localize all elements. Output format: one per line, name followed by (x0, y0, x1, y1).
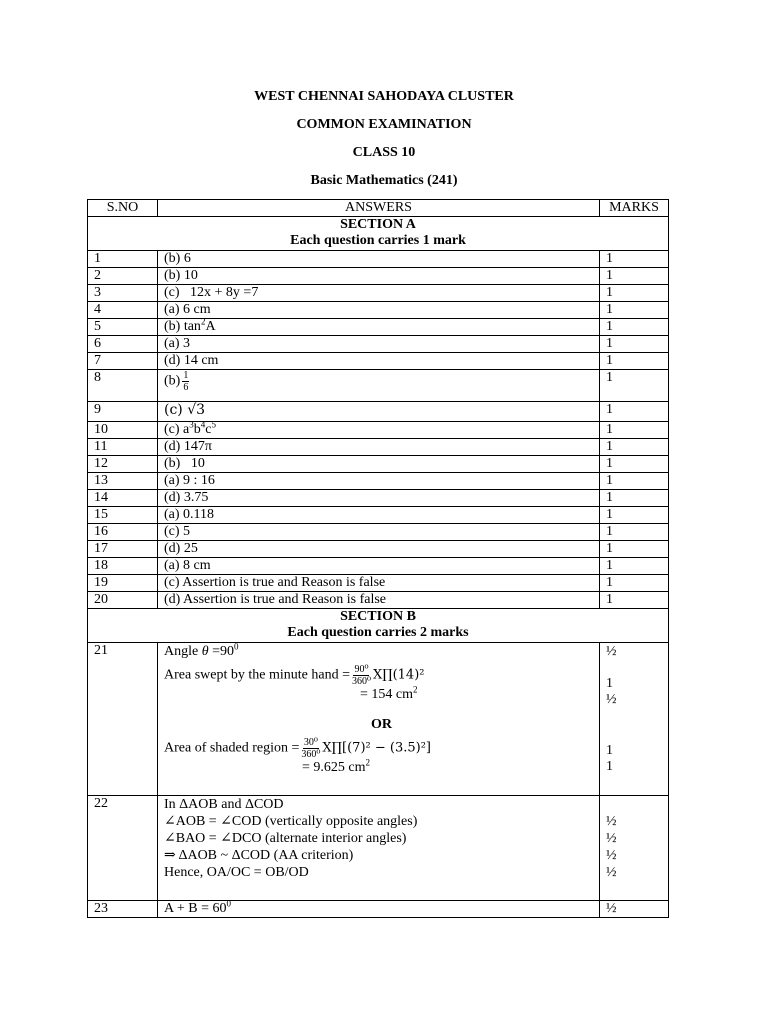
mark-value: 1 (606, 676, 613, 691)
marks-cell: 1 (600, 251, 669, 268)
table-row (88, 336, 669, 353)
mark-value: ½ (606, 831, 617, 846)
mark-value: 1 (606, 759, 613, 774)
table-header-row (88, 200, 669, 217)
sno-cell: 5 (88, 319, 158, 336)
answer-text: Area swept by the minute hand = (164, 667, 350, 683)
section-a-header (88, 217, 669, 251)
table-row (88, 558, 669, 575)
marks-cell: ½ (600, 901, 669, 918)
answer-text: = 154 cm (360, 687, 413, 702)
answer-cell (158, 643, 600, 796)
col-header-marks: MARKS (600, 200, 669, 217)
table-row (88, 490, 669, 507)
proof-line: ∠AOB = ∠COD (vertically opposite angles) (164, 814, 418, 829)
table-row (88, 422, 669, 439)
answer-cell: (a) 6 cm (158, 302, 600, 319)
sno-cell: 15 (88, 507, 158, 524)
sno-cell: 18 (88, 558, 158, 575)
q21-line-angle (164, 641, 599, 660)
marks-cell: 1 (600, 592, 669, 609)
q21-line-shaded (164, 737, 599, 760)
table-row (88, 592, 669, 609)
sno-cell: 12 (88, 456, 158, 473)
fraction (301, 737, 320, 760)
table-row (88, 402, 669, 422)
marks-cell: 1 (600, 524, 669, 541)
answer-text: = 9.625 cm (302, 760, 366, 775)
answer-cell: (a) 0.118 (158, 507, 600, 524)
answer-text: A + B = 60 (164, 901, 227, 916)
superscript: 4 (200, 419, 206, 430)
table-row (88, 507, 669, 524)
sno-cell: 7 (88, 353, 158, 370)
table-row (88, 456, 669, 473)
sno-cell: 4 (88, 302, 158, 319)
fraction-numerator: 1 (183, 370, 189, 381)
answer-cell: (a) 9 : 16 (158, 473, 600, 490)
sno-cell: 9 (88, 402, 158, 422)
table-row (88, 268, 669, 285)
sno-cell: 1 (88, 251, 158, 268)
answer-table (87, 199, 669, 918)
fraction (182, 370, 189, 393)
marks-cell: 1 (600, 370, 669, 402)
marks-cell: 1 (600, 422, 669, 439)
marks-cell: 1 (600, 285, 669, 302)
sno-cell: 2 (88, 268, 158, 285)
table-row-q21 (88, 643, 669, 796)
answer-cell: (b) 10 (158, 268, 600, 285)
marks-cell: 1 (600, 541, 669, 558)
mark-value: 1 (606, 743, 613, 758)
sno-cell: 16 (88, 524, 158, 541)
marks-cell: 1 (600, 456, 669, 473)
marks-cell: 1 (600, 268, 669, 285)
answer-cell: (c) Assertion is true and Reason is false (158, 575, 600, 592)
superscript: 2 (200, 316, 206, 327)
superscript: 2 (413, 684, 418, 695)
sno-cell: 20 (88, 592, 158, 609)
answer-cell (158, 419, 600, 439)
fraction-denominator: 360⁰ (351, 676, 371, 687)
mark-value: ½ (606, 848, 617, 863)
answer-cell: (c) 5 (158, 524, 600, 541)
table-row (88, 370, 669, 402)
theta-symbol: θ (201, 644, 209, 659)
table-row (88, 302, 669, 319)
table-row (88, 353, 669, 370)
answer-text: b (193, 422, 201, 437)
sno-cell: 23 (88, 901, 158, 918)
sno-cell: 3 (88, 285, 158, 302)
answer-cell (158, 370, 600, 402)
table-row (88, 251, 669, 268)
marks-cell: 1 (600, 558, 669, 575)
q21-line-result (164, 684, 599, 703)
answer-cell: (b) 10 (158, 456, 600, 473)
answer-cell: (d) Assertion is true and Reason is false (158, 592, 600, 609)
answer-text: c (205, 422, 212, 437)
fraction (352, 664, 371, 687)
answer-cell (158, 316, 600, 336)
sno-cell: 11 (88, 439, 158, 456)
fraction-denominator: 6 (183, 382, 189, 393)
q21-line-area-swept (164, 664, 599, 687)
table-row-q23 (88, 901, 669, 918)
q21-line-result2 (164, 757, 599, 776)
col-header-answers: ANSWERS (158, 200, 600, 217)
table-row (88, 524, 669, 541)
proof-line: Hence, OA/OC = OB/OD (164, 865, 309, 880)
table-row (88, 575, 669, 592)
answer-text: =90 (208, 644, 235, 659)
marks-cell: 1 (600, 473, 669, 490)
answer-cell (158, 796, 600, 901)
sno-cell: 21 (88, 643, 158, 796)
superscript: 2 (365, 757, 370, 768)
marks-cell: 1 (600, 402, 669, 422)
table-row (88, 439, 669, 456)
or-label: OR (371, 717, 392, 732)
section-b-subtitle: Each question carries 2 marks (287, 625, 469, 640)
subject-title: Basic Mathematics (241) (310, 173, 458, 188)
answer-cell (158, 898, 600, 918)
marks-cell: 1 (600, 507, 669, 524)
table-row (88, 319, 669, 336)
superscript: 0 (234, 641, 239, 652)
cluster-title: WEST CHENNAI SAHODAYA CLUSTER (254, 89, 514, 104)
answer-text: Angle (164, 644, 202, 659)
class-title: CLASS 10 (352, 145, 416, 160)
answer-cell: (d) 3.75 (158, 490, 600, 507)
table-row (88, 473, 669, 490)
table-row (88, 285, 669, 302)
answer-cell: (a) 3 (158, 336, 600, 353)
fraction-numerator: 30⁰ (303, 737, 318, 748)
answer-text: (b) (164, 373, 181, 389)
marks-cell: 1 (600, 353, 669, 370)
answer-text: (b) tan (164, 319, 201, 334)
sno-cell: 17 (88, 541, 158, 558)
answer-cell: (d) 14 cm (158, 353, 600, 370)
marks-cell: 1 (600, 439, 669, 456)
exam-title: COMMON EXAMINATION (296, 117, 472, 132)
proof-line: In ΔAOB and ΔCOD (164, 797, 284, 812)
mark-value: ½ (606, 814, 617, 829)
math-expression: X∏(14)² (372, 667, 425, 683)
proof-line: ⇒ ΔAOB ~ ΔCOD (AA criterion) (164, 848, 354, 863)
section-b-title: SECTION B (340, 609, 416, 624)
math-expression: X∏[(7)² − (3.5)²] (322, 740, 431, 756)
section-b-header (88, 609, 669, 643)
marks-cell: 1 (600, 336, 669, 353)
answer-cell: (d) 147π (158, 439, 600, 456)
marks-cell: 1 (600, 319, 669, 336)
marks-cell: 1 (600, 490, 669, 507)
fraction-numerator: 90⁰ (354, 664, 369, 675)
answer-cell: (c) √3 (158, 402, 600, 422)
table-row (88, 541, 669, 558)
section-a-subtitle: Each question carries 1 mark (290, 233, 466, 248)
answer-text: Area of shaded region = (164, 740, 300, 756)
answer-cell: (c) 12x + 8y =7 (158, 285, 600, 302)
answer-cell: (b) 6 (158, 251, 600, 268)
sno-cell: 8 (88, 370, 158, 402)
proof-line: ∠BAO = ∠DCO (alternate interior angles) (164, 831, 407, 846)
superscript: 3 (189, 419, 194, 430)
superscript: 0 (226, 898, 231, 909)
sno-cell: 10 (88, 422, 158, 439)
section-a-title: SECTION A (340, 217, 416, 232)
sno-cell: 13 (88, 473, 158, 490)
answer-cell: (d) 25 (158, 541, 600, 558)
table-row-q22 (88, 796, 669, 901)
sno-cell: 22 (88, 796, 158, 901)
mark-value: ½ (606, 644, 617, 659)
answer-text: (c) a (164, 422, 190, 437)
sno-cell: 6 (88, 336, 158, 353)
mark-value: ½ (606, 865, 617, 880)
answer-text: A (205, 319, 216, 334)
answer-cell: (a) 8 cm (158, 558, 600, 575)
sno-cell: 14 (88, 490, 158, 507)
mark-value: ½ (606, 692, 617, 707)
superscript: 5 (211, 419, 216, 430)
marks-cell: 1 (600, 302, 669, 319)
marks-cell: 1 (600, 575, 669, 592)
sno-cell: 19 (88, 575, 158, 592)
marks-cell (600, 643, 669, 796)
col-header-sno: S.NO (88, 200, 158, 217)
fraction-denominator: 360⁰ (301, 749, 321, 760)
marks-cell (600, 796, 669, 901)
